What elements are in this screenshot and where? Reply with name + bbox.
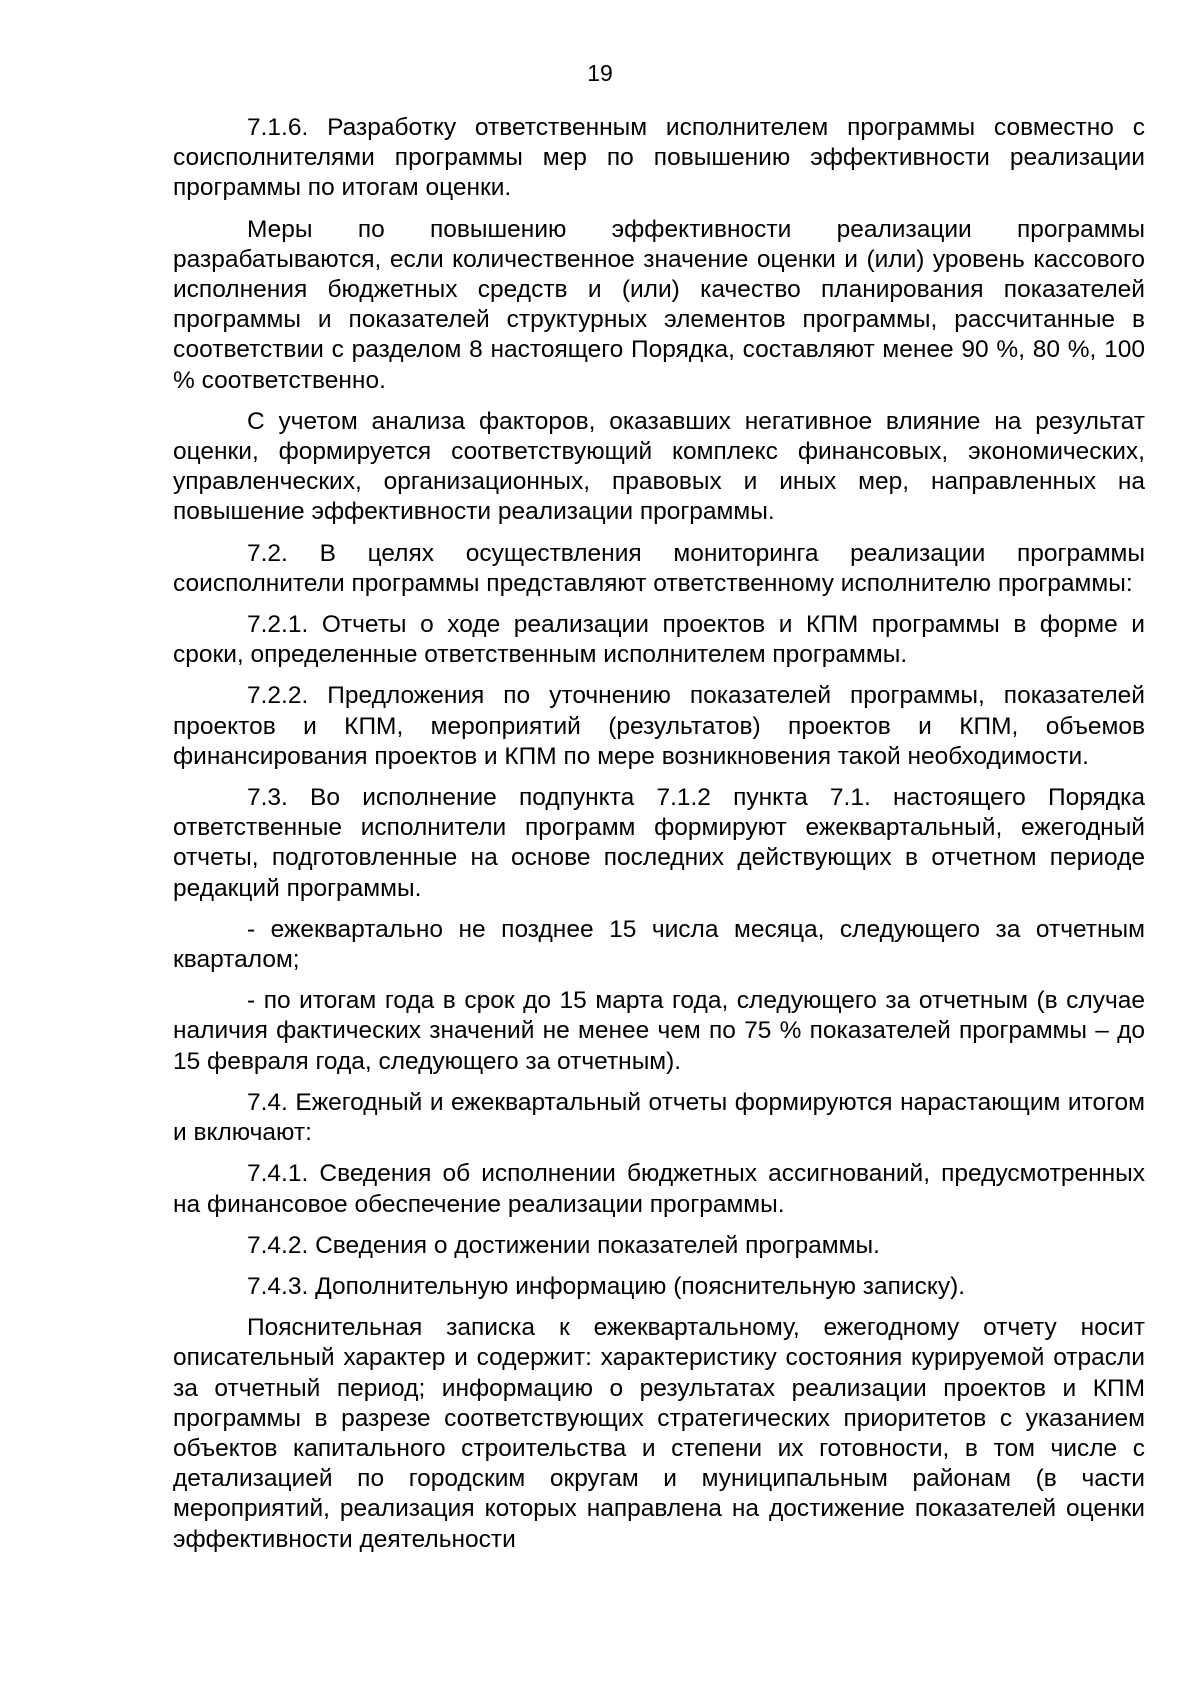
paragraph-7-3: 7.3. Во исполнение подпункта 7.1.2 пункта 7.1. настоящего Порядка ответственные исполнители программ формируют ежеквартальный, ежегодный отчеты, подготовленные на основе последних действующих в отчетном периоде редакций программы. (173, 784, 1145, 902)
paragraph-7-4-3: 7.4.3. Дополнительную информацию (пояснительную записку). (247, 1272, 966, 1300)
paragraph-7-4-2: 7.4.2. Сведения о достижении показателей программы. (247, 1231, 880, 1259)
page-number: 19 (587, 60, 613, 86)
paragraph-7-2-2: 7.2.2. Предложения по уточнению показателей программы, показателей проектов и КПМ, мероприятий (результатов) проектов и КПМ, объемов финансирования проектов и КПМ по мере возникновения такой необходимости. (173, 682, 1145, 770)
paragraph-7-2-1: 7.2.1. Отчеты о ходе реализации проектов и КПМ программы в форме и сроки, определенные ответственным исполнителем программы. (173, 611, 1145, 669)
paragraph-7-1-6: 7.1.6. Разработку ответственным исполнителем программы совместно с соисполнителями программы мер по повышению эффективности реализации программы по итогам оценки. (173, 114, 1145, 202)
paragraph-factors-analysis: С учетом анализа факторов, оказавших негативное влияние на результат оценки, формируется соответствующий комплекс финансовых, экономических, управленческих, организационных, правовых и иных мер, направленных на повышение эффективности реализации программы. (173, 407, 1145, 526)
paragraph-7-4-1: 7.4.1. Сведения об исполнении бюджетных ассигнований, предусмотренных на финансовое обеспечение реализации программы. (173, 1160, 1145, 1218)
document-body (173, 113, 1145, 1555)
paragraph-7-2: 7.2. В целях осуществления мониторинга реализации программы соисполнители программы представляют ответственному исполнителю программы: (173, 539, 1145, 597)
paragraph-measures: Меры по повышению эффективности реализации программы разрабатываются, если количественное значение оценки и (или) уровень кассового исполнения бюджетных средств и (или) качество планирования показателей программы и показателей структурных элементов программы, рассчитанные в соответствии с разделом 8 настоящего Порядка, составляют менее 90 %, 80 %, 100 % соответственно. (173, 215, 1145, 394)
paragraph-quarterly-deadline: - ежеквартально не позднее 15 числа месяца, следующего за отчетным кварталом; (173, 915, 1145, 974)
paragraph-annual-deadline: - по итогам года в срок до 15 марта года, следующего за отчетным (в случае наличия фактических значений не менее чем по 75 % показателей программы – до 15 февраля года, следующего за отчетным). (173, 987, 1145, 1075)
paragraph-explanatory-note: Пояснительная записка к ежеквартальному, ежегодному отчету носит описательный характер и содержит: характеристику состояния курируемой отрасли за отчетный период; информацию о результатах реализации проектов и КПМ программы в разрезе соответствующих стратегических приоритетов с указанием объектов капитального строительства и степени их готовности, в том числе с детализацией по городским округам и муниципальным районам (в части мероприятий, реализация которых направлена на достижение показателей оценки эффективности деятельности (173, 1314, 1145, 1553)
paragraph-7-4: 7.4. Ежегодный и ежеквартальный отчеты формируются нарастающим итогом и включают: (173, 1088, 1145, 1147)
